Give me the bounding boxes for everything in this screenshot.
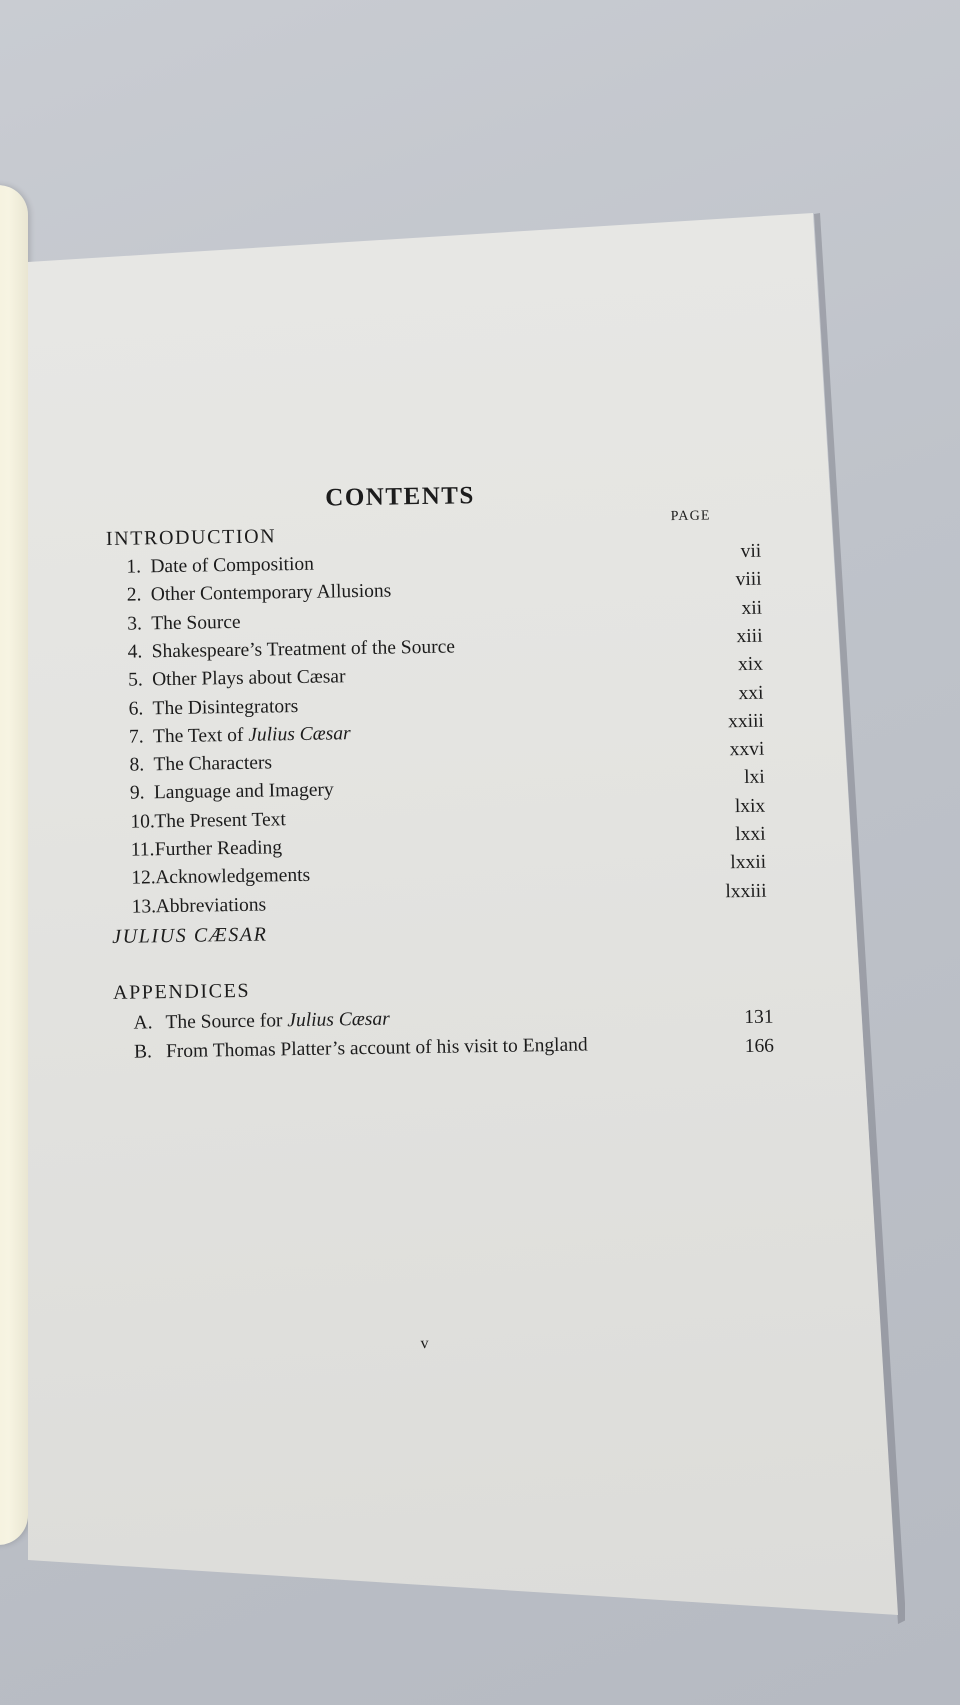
entry-title: The Present Text: [154, 808, 287, 832]
appendix-page-number: 166: [744, 1035, 775, 1058]
entry-title: Language and Imagery: [153, 779, 334, 804]
appendix-letter: B.: [133, 1041, 153, 1063]
entry-title: The Disintegrators: [152, 695, 299, 719]
entry-title: Other Plays about Cæsar: [151, 666, 346, 691]
entry-page-number: xix: [737, 653, 764, 676]
entry-number: 4.: [127, 641, 143, 663]
entry-number: 7.: [128, 726, 144, 748]
entry-title: The Text of: [152, 724, 249, 748]
entry-number: 6.: [128, 697, 144, 720]
page-column-label: PAGE: [670, 508, 711, 525]
entry-number: 5.: [127, 669, 143, 691]
contents-title: CONTENTS: [325, 482, 476, 512]
entry-number: 13.: [131, 895, 157, 918]
entry-page-number: lxxii: [730, 851, 767, 874]
entry-page-number: xxvi: [729, 738, 765, 761]
play-heading: JULIUS CÆSAR: [112, 923, 268, 948]
entry-page-number: viii: [735, 568, 762, 591]
entry-number: 10.: [130, 810, 155, 833]
entry-page-number: lxxi: [735, 823, 766, 846]
entry-page-number: xxiii: [727, 710, 765, 733]
entry-page-number: lxix: [734, 795, 766, 817]
entry-page-number: lxxiii: [725, 880, 767, 902]
entry-title: Acknowledgements: [155, 865, 311, 889]
entry-number: 2.: [126, 584, 142, 606]
entry-title: Other Contemporary Allusions: [150, 580, 392, 606]
appendix-title: From Thomas Platter’s account of his visit to England: [165, 1034, 588, 1063]
appendix-letter: A.: [133, 1012, 153, 1034]
entry-title: The Characters: [153, 752, 273, 776]
entry-number: 11.: [130, 839, 155, 861]
appendices-heading: APPENDICES: [112, 979, 251, 1004]
introduction-heading: INTRODUCTION: [105, 525, 277, 550]
entry-number: 3.: [127, 613, 143, 635]
appendix-title-italic: Julius Cæsar: [287, 1008, 390, 1032]
entry-page-number: vii: [740, 540, 762, 563]
entry-number: 8.: [129, 754, 145, 776]
entry-title: The Source: [151, 611, 241, 634]
entry-title: Abbreviations: [155, 894, 267, 917]
entry-title: Shakespeare’s Treatment of the Source: [151, 636, 456, 663]
entry-number: 12.: [131, 867, 156, 889]
entry-title-italic: Julius Cæsar: [248, 722, 351, 746]
entry-page-number: xiii: [736, 625, 763, 647]
page-folio: v: [420, 1335, 429, 1353]
facing-page-edge: [0, 185, 28, 1545]
appendix-page-number: 131: [744, 1006, 774, 1029]
appendix-title: The Source for: [165, 1010, 288, 1034]
entry-title: Further Reading: [154, 837, 283, 861]
entry-number: 9.: [129, 782, 145, 805]
entry-page-number: lxi: [743, 767, 765, 789]
entry-number: 1.: [126, 556, 142, 578]
entry-page-number: xxi: [738, 682, 764, 704]
entry-title: Date of Composition: [150, 553, 315, 578]
entry-page-number: xii: [741, 597, 763, 619]
